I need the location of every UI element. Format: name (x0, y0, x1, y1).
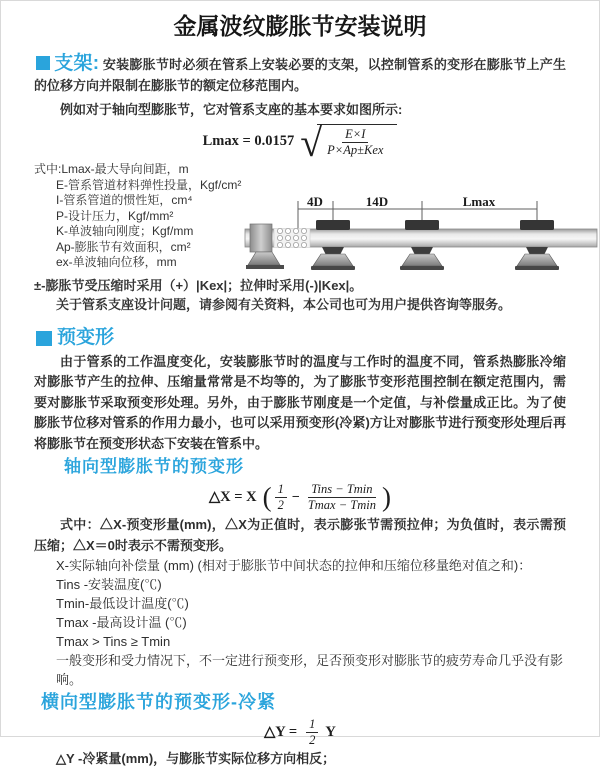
close-paren: ) (382, 481, 391, 512)
minus-sign: − (291, 489, 300, 505)
fraction-numerator: 1 (275, 482, 287, 498)
formula-lmax-denominator: P×Ap±Kex (327, 143, 384, 157)
fraction-denominator: Tmax − Tmin (307, 498, 376, 512)
axial-x-definition: X-实际轴向补偿量 (mm) (相对于膨胀节中间状态的拉伸和压缩位移量绝对值之和)： (56, 558, 532, 573)
fraction-denominator: 2 (277, 498, 284, 512)
section-header-preform-label: 预变形 (57, 326, 115, 348)
support-spacing-svg (243, 195, 599, 293)
dim-label-lmax: Lmax (462, 194, 496, 209)
subtitle-lateral-preform: 横向型膨胀节的预变形-冷紧 (41, 692, 276, 712)
section-header-support-label: 支架: (54, 53, 100, 74)
fraction-numerator: Tins − Tmin (308, 482, 375, 498)
section-marker-icon (36, 331, 52, 346)
formula-lmax-lhs: Lmax = 0.0157 (202, 132, 295, 149)
lateral-note-line: △Y -冷紧量(mm)，与膨胀节实际位移方向相反； (56, 751, 336, 766)
section-marker-icon (36, 56, 50, 70)
definition-line: E-管系管道材料弹性投量，Kgf/cm² (56, 177, 242, 192)
axial-note-line: 一般变形和受力情况下，不一定进行预变形，足否预变形对膨胀节的疲劳寿命几乎没有影响。 (56, 653, 564, 687)
axial-shizhong-paragraph: 式中：△X-预变形量(mm)，△X为正值时，表示膨张节需预拉伸；为负值时，表示需预压缩；△X＝0时表示不需预变形。 (34, 517, 566, 553)
fraction-one-half (306, 717, 318, 748)
formula-lmax (1, 120, 599, 165)
section-header-support (34, 53, 99, 74)
dim-label-4d: 4D (307, 194, 323, 209)
page-title: 金属波纹膨胀节安装说明 (173, 13, 427, 39)
bellows (274, 228, 310, 247)
fraction-temperature (305, 482, 379, 513)
formula-lmax-numerator: E×I (342, 127, 368, 143)
support-intro-paragraph (34, 53, 566, 96)
fraction-numerator: 1 (306, 717, 318, 733)
support-spacing-diagram (243, 195, 599, 293)
axial-tmin-line: Tmin-最低设计温度(℃) (56, 596, 189, 611)
support-example-line: 例如对于轴向型膨胀节，它对管系支座的基本要求如图所示: (60, 102, 403, 117)
definition-line: 式中:Lmax-最大导向间距，m (34, 162, 189, 176)
definition-line: ex-单波轴向位移，mm (56, 255, 177, 269)
radical-sign: √ (300, 120, 323, 165)
formula-lmax-radicand (317, 124, 397, 158)
support-intro-text: 安装膨胀节时必须在管系上安装必要的支架，以控制管系的变形在膨胀节上产生的位移方向并限制在膨胀节的额定位移范围内。 (34, 57, 566, 93)
formula-dx-lhs: △X = X (208, 489, 257, 505)
open-paren: ( (262, 481, 272, 512)
preform-paragraph: 由于管系的工作温度变化，安装膨胀节时的温度与工作时的温度不同，管系热膨胀冷缩对膨胀节产生的拉伸、压缩量常常是不均等的，为了膨胀节变形范围控制在额定范围内，需要对膨胀节采取预变形处理。另外，由于膨胀节刚度是一个定值，与补偿量成正比。为了使膨胀节位移对管系的作用力最小，也可以采用预变形(冷紧)方让对膨胀节进行预变形处理后再将膨胀节在预变形状态下安装在管系中。 (34, 353, 566, 451)
axial-tins-line: Tins -安装温度(℃) (56, 577, 162, 592)
formula-lmax-fraction (324, 127, 386, 158)
axial-tmax-line: Tmax -最高设计温 (℃) (56, 615, 187, 630)
definition-line-plusminus: ±-膨胀节受压缩时采用（+）|Kex|；拉伸时采用(-)|Kex|。 (34, 277, 363, 293)
formula-delta-y (1, 717, 599, 748)
formula-delta-x (1, 482, 599, 513)
definition-line: P-设计压力，Kgf/mm² (56, 208, 174, 223)
axial-relation-line: Tmax > Tins ≥ Tmin (56, 634, 171, 649)
formula-dy-lhs: △Y = (264, 724, 298, 740)
subtitle-axial-preform: 轴向型膨胀节的预变形 (64, 457, 244, 476)
definition-line: I-管系管道的惯性矩，cm⁴ (56, 193, 193, 207)
support-consult-line: 关于管系支座设计问题，请参阅有关资料，本公司也可为用户提供咨询等服务。 (56, 296, 512, 312)
fraction-denominator: 2 (309, 733, 316, 747)
fraction-one-half (275, 482, 287, 513)
definition-line: Ap-膨胀节有效面积，cm² (56, 239, 191, 254)
section-header-preform (34, 326, 566, 350)
formula-dy-rhs: Y (325, 724, 336, 740)
dim-label-14d: 14D (365, 194, 389, 209)
definition-line: K-单波轴向刚度；Kgf/mm (56, 224, 194, 238)
